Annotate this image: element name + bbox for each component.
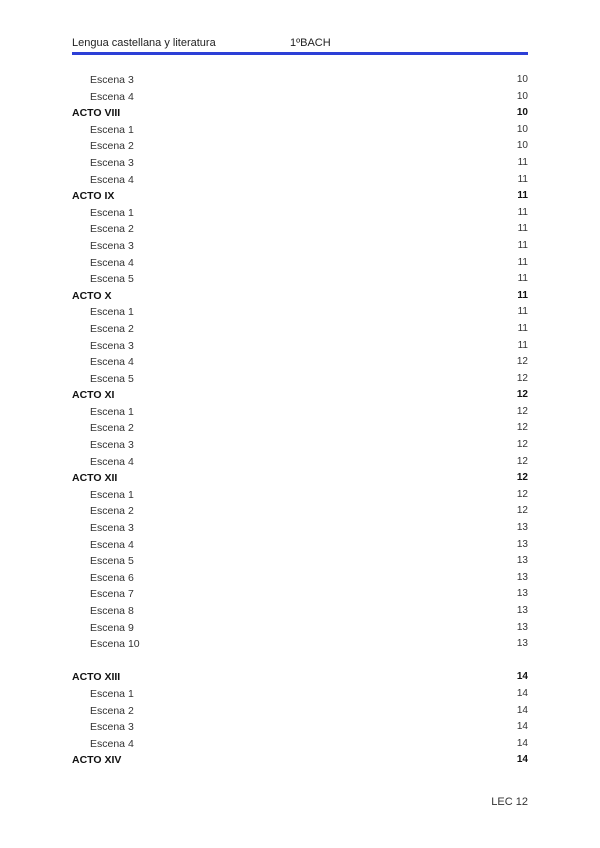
toc-entry-label: Escena 1 bbox=[90, 123, 134, 136]
toc-scene-entry[interactable] bbox=[72, 155, 528, 172]
toc-entry-page: 11 bbox=[517, 306, 528, 318]
toc-entry-label: Escena 3 bbox=[90, 522, 134, 535]
toc-entry-page: 13 bbox=[516, 522, 528, 534]
toc-entry-label: Escena 2 bbox=[90, 223, 134, 236]
toc-entry-label: Escena 5 bbox=[90, 372, 134, 385]
toc-scene-entry[interactable] bbox=[72, 89, 528, 106]
toc-entry-page: 12 bbox=[516, 422, 528, 434]
toc-entry-page: 14 bbox=[516, 704, 528, 716]
toc-entry-label: Escena 1 bbox=[90, 206, 134, 219]
toc-scene-entry[interactable] bbox=[72, 454, 528, 471]
toc-scene-entry[interactable] bbox=[72, 503, 528, 520]
toc-scene-entry[interactable] bbox=[72, 553, 528, 570]
toc-act-entry[interactable] bbox=[72, 288, 528, 305]
toc-entry-page: 13 bbox=[516, 571, 528, 583]
toc-entry-label: Escena 5 bbox=[90, 273, 134, 286]
toc-act-entry[interactable] bbox=[72, 470, 528, 487]
toc-entry-label: Escena 2 bbox=[90, 505, 134, 518]
toc-scene-entry[interactable] bbox=[72, 603, 528, 620]
toc-entry-page: 10 bbox=[516, 74, 528, 85]
toc-entry-label: Escena 1 bbox=[90, 306, 134, 319]
toc-entry-label: Escena 4 bbox=[90, 356, 134, 369]
toc-scene-entry[interactable] bbox=[72, 354, 528, 371]
toc-entry-label: Escena 9 bbox=[90, 621, 134, 634]
toc-entry-page: 10 bbox=[516, 123, 528, 135]
page-header bbox=[72, 37, 528, 52]
toc-scene-entry[interactable] bbox=[72, 221, 528, 238]
toc-entry-label: Escena 1 bbox=[90, 488, 134, 501]
toc-entry-page: 14 bbox=[516, 737, 528, 749]
toc-entry-page: 13 bbox=[516, 588, 528, 600]
toc-entry-label: Escena 1 bbox=[90, 687, 134, 700]
toc-act-entry[interactable] bbox=[72, 188, 528, 205]
toc-entry-page: 11 bbox=[517, 256, 528, 268]
toc-entry-page: 11 bbox=[517, 322, 528, 334]
toc-entry-label: Escena 2 bbox=[90, 140, 134, 153]
toc-entry-page: 11 bbox=[517, 206, 528, 218]
toc-entry-label: Escena 4 bbox=[90, 455, 134, 468]
page-footer: LEC 12 bbox=[491, 796, 528, 808]
toc-act-entry[interactable] bbox=[72, 105, 528, 122]
toc-entry-label: Escena 6 bbox=[90, 571, 134, 584]
header-course: 1ºBACH bbox=[290, 37, 331, 49]
toc-entry-page: 12 bbox=[516, 439, 528, 451]
toc-entry-page: 11 bbox=[517, 190, 528, 202]
toc-entry-page: 13 bbox=[516, 621, 528, 633]
toc-entry-page: 12 bbox=[516, 356, 528, 368]
toc-entry-label: Escena 2 bbox=[90, 422, 134, 435]
toc-entry-page: 10 bbox=[516, 107, 528, 119]
toc-entry-label: Escena 2 bbox=[90, 322, 134, 335]
toc-entry-page: 11 bbox=[517, 156, 528, 168]
toc-entry-label: Escena 4 bbox=[90, 90, 134, 103]
toc-scene-entry[interactable] bbox=[72, 620, 528, 637]
toc-entry-page: 13 bbox=[516, 605, 528, 616]
toc-scene-entry[interactable] bbox=[72, 271, 528, 288]
toc-act-entry[interactable] bbox=[72, 752, 528, 769]
toc-entry-label: ACTO XIV bbox=[72, 754, 122, 767]
toc-entry-label: Escena 8 bbox=[90, 605, 134, 617]
toc-entry-page: 11 bbox=[517, 273, 528, 285]
toc-scene-entry[interactable] bbox=[72, 437, 528, 454]
toc-entry-label: Escena 10 bbox=[90, 638, 140, 651]
toc-scene-entry[interactable] bbox=[72, 205, 528, 222]
toc-scene-entry[interactable] bbox=[72, 371, 528, 388]
toc-entry-page: 12 bbox=[516, 389, 528, 401]
toc-act-entry[interactable] bbox=[72, 387, 528, 404]
toc-entry-page: 12 bbox=[516, 455, 528, 467]
toc-scene-entry[interactable] bbox=[72, 719, 528, 736]
toc-scene-entry[interactable] bbox=[72, 72, 528, 89]
toc-entry-page: 11 bbox=[517, 289, 528, 301]
toc-scene-entry[interactable] bbox=[72, 586, 528, 603]
toc-scene-entry[interactable] bbox=[72, 338, 528, 355]
toc-entry-page: 11 bbox=[517, 339, 528, 351]
toc-entry-label: Escena 7 bbox=[90, 588, 134, 601]
toc-entry-page: 14 bbox=[516, 721, 528, 733]
toc-entry-page: 13 bbox=[516, 555, 528, 567]
toc-scene-entry[interactable] bbox=[72, 686, 528, 703]
toc-entry-label: ACTO X bbox=[72, 289, 112, 302]
toc-entry-page: 12 bbox=[516, 472, 528, 484]
toc-scene-entry[interactable] bbox=[72, 570, 528, 587]
toc-scene-entry[interactable] bbox=[72, 172, 528, 189]
toc-entry-label: Escena 3 bbox=[90, 156, 134, 169]
toc-entry-page: 10 bbox=[516, 90, 528, 102]
toc-scene-entry[interactable] bbox=[72, 321, 528, 338]
toc-entry-page: 11 bbox=[517, 239, 528, 251]
toc-entry-page: 14 bbox=[516, 671, 528, 683]
toc-scene-entry[interactable] bbox=[72, 404, 528, 421]
toc-scene-entry[interactable] bbox=[72, 122, 528, 139]
toc-entry-label: ACTO XI bbox=[72, 389, 115, 402]
toc-entry-label: Escena 3 bbox=[90, 721, 134, 734]
toc-scene-entry[interactable] bbox=[72, 487, 528, 504]
toc-entry-label: Escena 4 bbox=[90, 173, 134, 186]
toc-scene-entry[interactable] bbox=[72, 520, 528, 537]
toc-entry-page: 13 bbox=[516, 538, 528, 550]
toc-entry-page: 13 bbox=[516, 638, 528, 650]
toc-entry-page: 12 bbox=[516, 405, 528, 417]
toc-entry-page: 14 bbox=[516, 687, 528, 699]
toc-entry-page: 11 bbox=[517, 173, 528, 185]
table-of-contents bbox=[72, 72, 528, 769]
toc-entry-label: ACTO XII bbox=[72, 472, 118, 485]
toc-scene-entry[interactable] bbox=[72, 736, 528, 753]
toc-scene-entry[interactable] bbox=[72, 420, 528, 437]
header-subject: Lengua castellana y literatura bbox=[72, 37, 216, 49]
toc-entry-label: ACTO XIII bbox=[72, 671, 121, 684]
toc-scene-entry[interactable] bbox=[72, 537, 528, 554]
toc-entry-label: Escena 2 bbox=[90, 704, 134, 717]
toc-entry-label: ACTO VIII bbox=[72, 107, 121, 120]
toc-scene-entry[interactable] bbox=[72, 636, 528, 653]
toc-entry-page: 14 bbox=[516, 754, 528, 766]
toc-scene-entry[interactable] bbox=[72, 138, 528, 155]
toc-entry-label: ACTO IX bbox=[72, 190, 115, 203]
toc-entry-page: 12 bbox=[516, 488, 528, 500]
toc-entry-label: Escena 4 bbox=[90, 538, 134, 551]
toc-entry-label: Escena 5 bbox=[90, 555, 134, 568]
toc-entry-page: 12 bbox=[516, 505, 528, 517]
toc-entry-label: Escena 3 bbox=[90, 439, 134, 452]
toc-scene-entry[interactable] bbox=[72, 703, 528, 720]
toc-scene-entry[interactable] bbox=[72, 255, 528, 272]
toc-scene-entry[interactable] bbox=[72, 304, 528, 321]
toc-act-entry[interactable] bbox=[72, 669, 528, 686]
toc-entry-page: 12 bbox=[516, 372, 528, 384]
header-rule bbox=[72, 52, 528, 55]
toc-entry-label: Escena 4 bbox=[90, 737, 134, 750]
toc-entry-label: Escena 3 bbox=[90, 339, 134, 352]
toc-entry-label: Escena 3 bbox=[90, 239, 134, 252]
toc-entry-label: Escena 1 bbox=[90, 405, 134, 418]
toc-entry-label: Escena 4 bbox=[90, 256, 134, 269]
toc-entry-page: 10 bbox=[516, 140, 528, 152]
toc-entry-label: Escena 3 bbox=[90, 74, 134, 86]
toc-scene-entry[interactable] bbox=[72, 238, 528, 255]
toc-entry-page: 11 bbox=[517, 223, 528, 235]
